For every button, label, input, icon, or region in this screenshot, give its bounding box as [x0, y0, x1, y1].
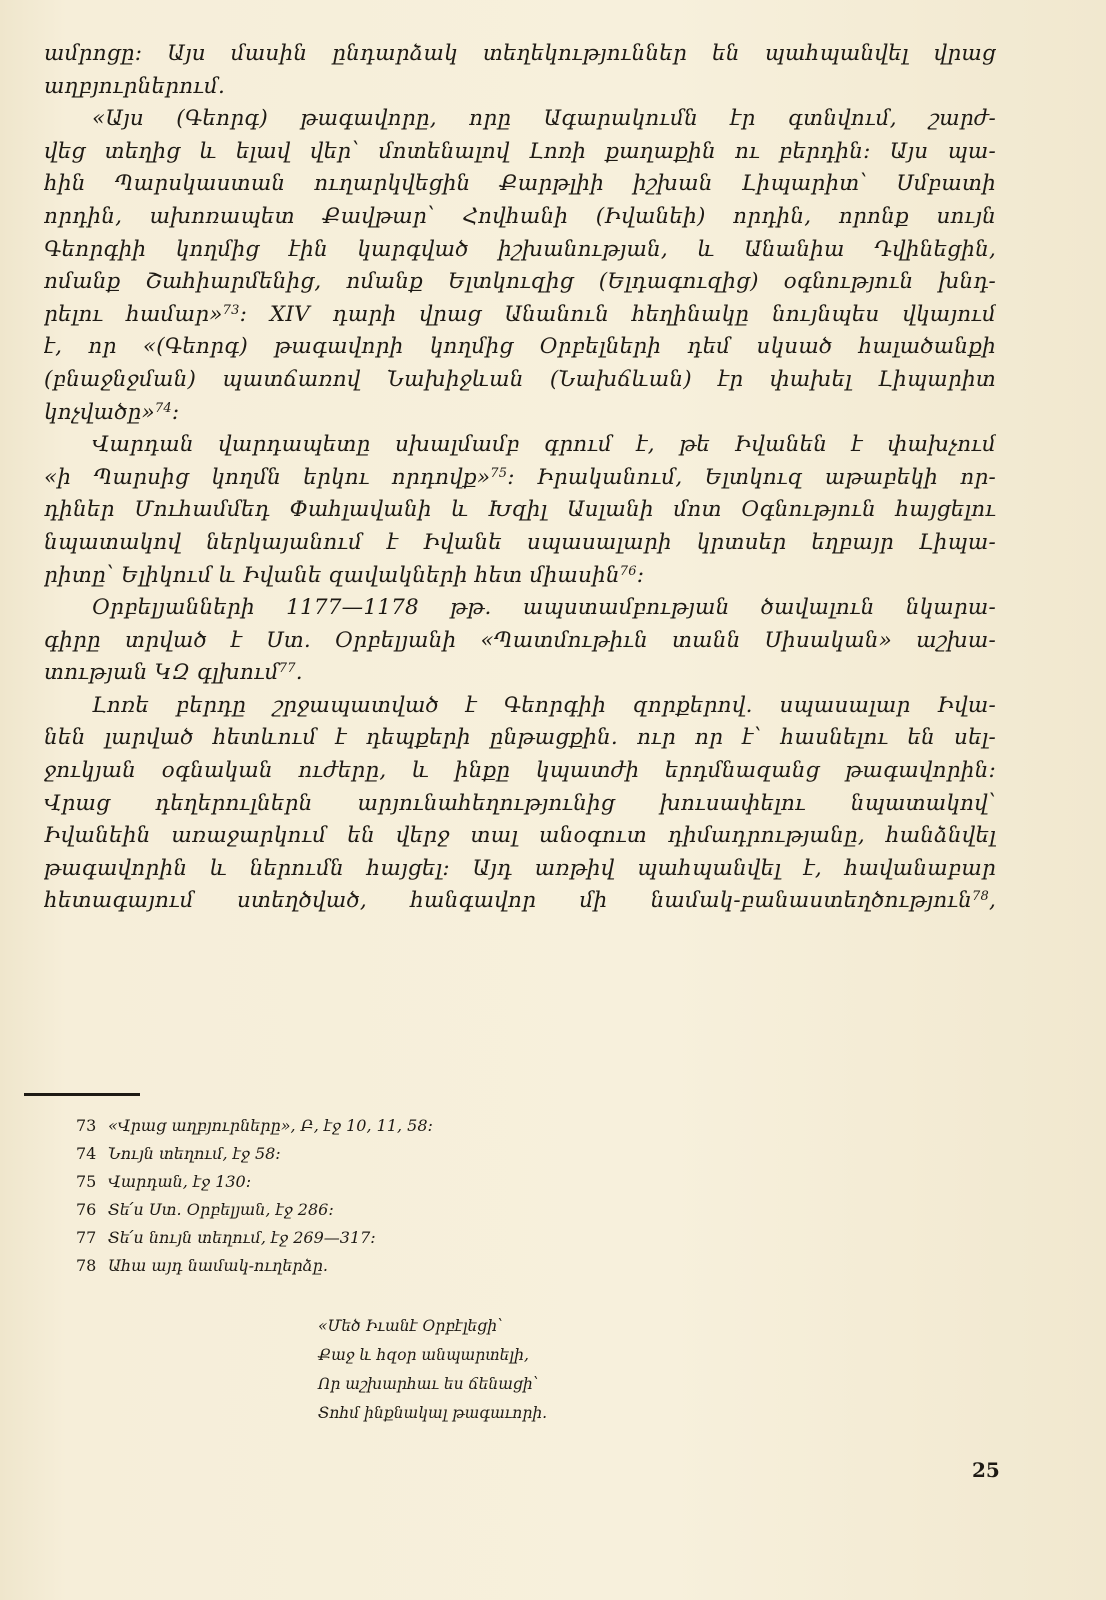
footnote-number: 76 — [76, 1200, 97, 1219]
text-run: ։ — [171, 399, 180, 425]
footnote-ref: 78 — [972, 889, 989, 905]
text-run: «Այս (Գեորգ) թագավորը, որը Ագարակումն էր գտնվում, շարժ- — [92, 106, 996, 132]
footnote-text: Տե՛ս նույն տեղում, էջ 269—317։ — [108, 1228, 376, 1247]
text-run: հին Պարսկաստան ուղարկվեցին Քարթլիի իշխան Լիպարիտ՝ Սմբատի — [44, 171, 996, 197]
text-line — [44, 136, 996, 169]
text-run: վեց տեղից և ելավ վեր՝ մոտենալով Լոռի քաղաքին ու բերդին։ Այս պա- — [44, 138, 996, 164]
text-run: ։ — [636, 562, 645, 588]
text-run: թագավորին և ներումն հայցել։ Այդ առթիվ պահպանվել է, հավանաբար — [44, 855, 996, 881]
text-run: . — [295, 660, 303, 686]
text-line — [44, 788, 996, 821]
text-line — [44, 722, 996, 755]
text-line — [44, 494, 996, 527]
footnote-ref: 73 — [222, 302, 240, 318]
text-line — [44, 201, 996, 234]
text-line — [44, 71, 996, 104]
text-run: Իվանեին առաջարկում են վերջ տալ անօգուտ դիմադրությանը, հանձնվել — [44, 823, 996, 849]
footnote-ref: 74 — [154, 400, 172, 416]
quoted-poem — [318, 1312, 918, 1428]
footnote-text: Ահա այդ նամակ-ուղերձը. — [108, 1256, 329, 1275]
footnote-ref: 75 — [490, 465, 508, 481]
text-run: ։ Իրականում, Ելտկուզ աթաբեկի որ- — [507, 464, 996, 490]
text-line — [44, 234, 996, 267]
text-run: գիրը տրված է Ստ. Օրբելյանի «Պատմութիւն տանն Սիսական» աշխա- — [44, 627, 996, 653]
text-line — [44, 364, 996, 397]
footnote — [76, 1196, 976, 1224]
footnote-ref: 77 — [278, 661, 296, 677]
poem-line: «Մեծ Իւանէ Օրբէլեցի՝ — [318, 1317, 503, 1335]
footnote-number: 75 — [76, 1172, 97, 1191]
text-line — [44, 266, 996, 299]
text-line — [44, 299, 996, 332]
text-run: ջուկյան օգնական ուժերը, և ինքը կպատժի երդմնազանց թագավորին։ — [44, 758, 996, 784]
text-line — [44, 820, 996, 853]
body-text — [44, 38, 996, 918]
text-line — [44, 657, 996, 690]
footnote-text: Տե՛ս Ստ. Օրբելյան, էջ 286։ — [108, 1200, 334, 1219]
footnote-number: 78 — [76, 1256, 97, 1275]
poem-line: Քաջ և հզօր անպարտելի, — [318, 1346, 529, 1364]
text-run: Գեորգիի կողմից էին կարգված իշխանության, և Անանիա Դվինեցին, — [44, 236, 996, 262]
text-line — [44, 331, 996, 364]
text-line — [44, 755, 996, 788]
footnote-separator — [24, 1093, 140, 1096]
text-run: որդին, ախոռապետ Քավթար՝ Հովհանի (Իվանեի) որդին, որոնք սույն — [44, 203, 996, 229]
footnote-number: 74 — [76, 1144, 97, 1163]
text-run: րելու համար» — [44, 301, 223, 327]
text-run: աղբյուրներում. — [44, 73, 226, 99]
text-line — [44, 429, 996, 462]
text-run: է, որ «(Գեորգ) թագավորի կողմից Օրբելների դեմ սկսած հալածանքի — [44, 334, 996, 360]
text-run: նպատակով ներկայանում է Իվանե սպասալարի կրտսեր եղբայր Լիպա- — [44, 529, 996, 555]
footnote-text: Վարդան, էջ 130։ — [108, 1172, 252, 1191]
text-run: , — [988, 888, 996, 914]
text-line — [44, 853, 996, 886]
poem-line: Որ աշխարհաւ ես ճենացի՝ — [318, 1375, 539, 1393]
footnote — [76, 1252, 976, 1280]
text-run: Օրբելյանների 1177—1178 թթ. ապստամբության ծավալուն նկարա- — [92, 595, 996, 621]
footnote — [76, 1224, 976, 1252]
text-line — [44, 462, 996, 495]
footnote — [76, 1168, 976, 1196]
text-run: ։ XIV դարի վրաց Անանուն հեղինակը նույնպես վկայում — [239, 301, 996, 327]
footnote-text: «Վրաց աղբյուրները», Բ, էջ 10, 11, 58։ — [108, 1116, 433, 1135]
text-run: րիտը՝ Ելիկում և Իվանե զավակների հետ միասին — [44, 562, 620, 588]
text-line — [44, 690, 996, 723]
footnote-ref: 76 — [619, 563, 637, 579]
text-run: հետագայում ստեղծված, հանգավոր մի նամակ-բանաստեղծություն — [44, 888, 972, 914]
text-line — [44, 103, 996, 136]
text-line — [44, 560, 996, 593]
text-run: Վարդան վարդապետը սխալմամբ գրում է, թե Իվանեն է փախչում — [92, 432, 996, 458]
footnote-number: 73 — [76, 1116, 97, 1135]
footnote — [76, 1140, 976, 1168]
text-line — [44, 397, 996, 430]
text-run: «ի Պարսից կողմն երկու որդովք» — [44, 464, 491, 490]
text-line — [44, 625, 996, 658]
text-run: Լոռե բերդը շրջապատված է Գեորգիի զորքերով. սպասալար Իվա- — [92, 692, 996, 718]
text-run: ամրոցը։ Այս մասին ընդարձակ տեղեկություններ են պահպանվել վրաց — [44, 41, 996, 66]
text-line — [44, 168, 996, 201]
text-run: կոչվածը» — [44, 399, 155, 425]
text-run: դիներ Մուհամմեդ Փահլավանի և Խզիլ Ասլանի մոտ Օգնություն հայցելու — [44, 497, 996, 523]
footnote — [76, 1112, 976, 1140]
text-line — [44, 527, 996, 560]
footnotes — [76, 1112, 976, 1280]
footnote-text: Նույն տեղում, էջ 58։ — [108, 1144, 281, 1163]
text-line — [44, 38, 996, 71]
text-line — [44, 885, 996, 918]
footnote-number: 77 — [76, 1228, 97, 1247]
page-number: 25 — [972, 1458, 1000, 1482]
poem-line: Տոհմ ինքնակալ թագաւորի. — [318, 1404, 548, 1422]
text-line — [44, 592, 996, 625]
text-run: Վրաց դեղերուլներն արյունահեղությունից խուսափելու նպատակով՝ — [44, 790, 996, 816]
text-run: (բնաջնջման) պատճառով Նախիջևան (Նախճևան) էր փախել Լիպարիտ — [44, 366, 996, 392]
text-run: տության ԿԶ գլխում — [44, 660, 279, 686]
text-run: ոմանք Շահիարմենից, ոմանք Ելտկուզից (Ելդագուզից) օգնություն խնդ- — [44, 269, 996, 295]
text-run: նեն լարված հետևում է դեպքերի ընթացքին. ուր որ է՝ հասնելու են սել- — [44, 725, 996, 751]
